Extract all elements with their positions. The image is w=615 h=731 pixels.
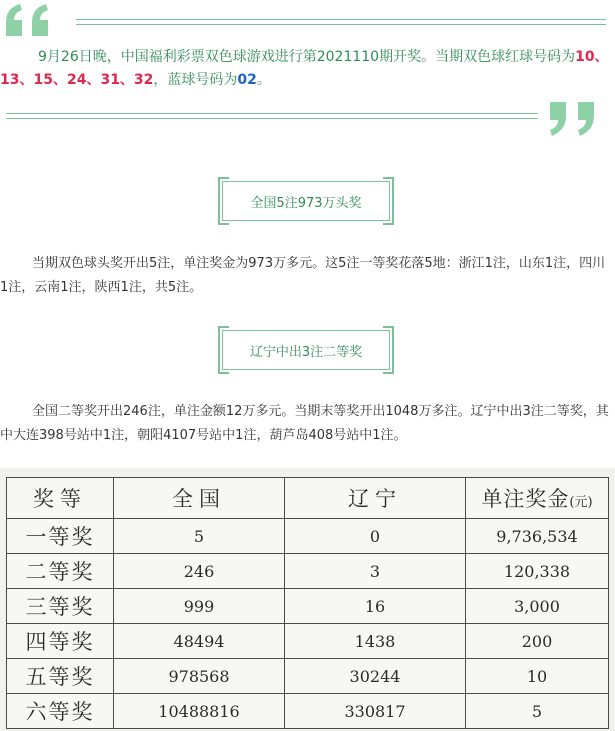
table-row <box>7 694 609 729</box>
top-rule-2 <box>76 24 606 25</box>
cell-amount: 120,338 <box>466 554 609 589</box>
intro-paragraph <box>0 46 610 92</box>
intro-mid: ，蓝球号码为 <box>153 72 238 88</box>
header-amount-label: 单注奖金 <box>481 487 570 511</box>
top-rule <box>76 19 606 20</box>
intro-tail: 。 <box>256 72 271 88</box>
cell-level: 四等奖 <box>7 624 114 659</box>
cell-level: 六等奖 <box>7 694 114 729</box>
cell-national: 48494 <box>114 624 285 659</box>
cell-amount: 10 <box>466 659 609 694</box>
section-heading-liaoning-text: 辽宁中出3注二等奖 <box>249 344 363 360</box>
blue-ball-number: 02 <box>237 72 257 88</box>
cell-amount: 5 <box>466 694 609 729</box>
header-amount-unit: (元) <box>569 495 593 510</box>
red-ball-numbers: 10、13、15、24、31、32 <box>0 49 609 88</box>
cell-national: 5 <box>114 519 285 554</box>
table-row <box>7 554 609 589</box>
cell-level: 三等奖 <box>7 589 114 624</box>
open-quote-icon <box>4 2 54 38</box>
table-row <box>7 659 609 694</box>
cell-amount: 3,000 <box>466 589 609 624</box>
cell-liaoning: 30244 <box>285 659 466 694</box>
header-level: 奖等 <box>7 478 114 519</box>
bottom-rule <box>6 113 538 114</box>
table-row <box>7 624 609 659</box>
cell-national: 978568 <box>114 659 285 694</box>
cell-level: 二等奖 <box>7 554 114 589</box>
section-heading-jackpot-text: 全国5注973万头奖 <box>250 195 362 211</box>
cell-national: 999 <box>114 589 285 624</box>
intro-lead: 9月26日晚，中国福利彩票双色球游戏进行第2021110期开奖。当期双色球红球号码为 <box>38 49 576 65</box>
prize-table <box>6 477 609 729</box>
cell-amount: 9,736,534 <box>466 519 609 554</box>
jackpot-paragraph: 当期双色球头奖开出5注，单注奖金为973万多元。这5注一等奖花落5地：浙江1注，山东1注，四川1注，云南1注，陕西1注，共5注。 <box>0 256 606 295</box>
cell-liaoning: 330817 <box>285 694 466 729</box>
close-quote-icon <box>548 100 602 138</box>
bottom-rule-2 <box>6 118 538 119</box>
cell-level: 五等奖 <box>7 659 114 694</box>
cell-liaoning: 16 <box>285 589 466 624</box>
section-heading-liaoning <box>222 330 390 370</box>
table-row <box>7 519 609 554</box>
cell-liaoning: 0 <box>285 519 466 554</box>
header-national: 全国 <box>114 478 285 519</box>
header-amount <box>466 478 609 519</box>
cell-amount: 200 <box>466 624 609 659</box>
table-header-row <box>7 478 609 519</box>
table-row <box>7 589 609 624</box>
cell-level: 一等奖 <box>7 519 114 554</box>
cell-national: 246 <box>114 554 285 589</box>
cell-liaoning: 1438 <box>285 624 466 659</box>
header-liaoning: 辽宁 <box>285 478 466 519</box>
section-heading-jackpot <box>222 181 390 221</box>
cell-liaoning: 3 <box>285 554 466 589</box>
cell-national: 10488816 <box>114 694 285 729</box>
liaoning-paragraph: 全国二等奖开出246注，单注金额12万多元。当期末等奖开出1048万多注。辽宁中出3注二等奖，其中大连398号站中1注，朝阳4107号站中1注，葫芦岛408号站中1注。 <box>0 404 609 443</box>
